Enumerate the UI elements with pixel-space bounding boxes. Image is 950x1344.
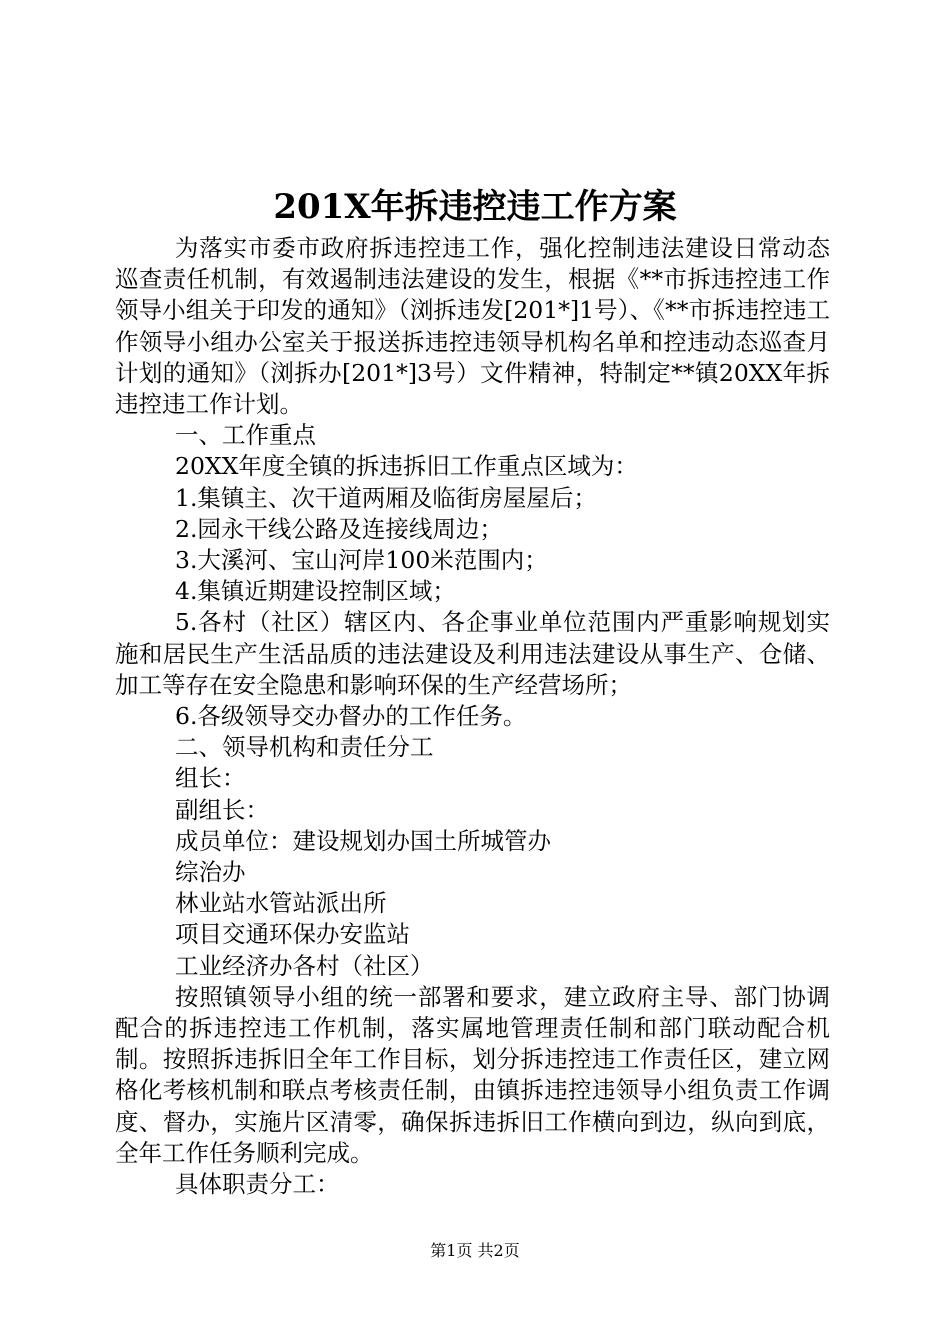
page-number-footer: 第1页 共2页 [430, 1241, 520, 1260]
duties-heading: 具体职责分工： [175, 1170, 340, 1199]
section-heading-leadership: 二、领导机构和责任分工 [175, 733, 434, 762]
list-item: 4.集镇近期建设控制区域； [175, 577, 456, 606]
document-title: 201X年拆违控违工作方案 [273, 187, 677, 227]
group-leader-line: 组长： [175, 764, 246, 793]
focus-area-intro: 20XX年度全镇的拆违拆旧工作重点区域为： [175, 452, 638, 481]
member-units-line: 综治办 [175, 858, 246, 887]
intro-paragraph: 为落实市委市政府拆违控违工作，强化控制违法建设日常动态巡查责任机制，有效遏制违法建设的发生，根据《**市拆违控违工作领导小组关于印发的通知》（浏拆违发[201*]1号）、《**市拆违控违工作领导小组办公室关于报送拆违控违领导机构名单和控违动态巡查月计划的通知》（浏拆办[201*]3号）文件精神，特制定**镇20XX年拆违控违工作计划。 [115, 234, 830, 419]
list-item: 1.集镇主、次干道两厢及临街房屋屋后； [175, 483, 597, 512]
list-item: 2.园永干线公路及连接线周边； [175, 514, 503, 543]
member-units-line: 林业站水管站派出所 [175, 889, 387, 918]
member-units-line: 工业经济办各村（社区） [175, 951, 434, 980]
member-units-line: 成员单位：建设规划办国土所城管办 [175, 826, 551, 855]
member-units-line: 项目交通环保办安监站 [175, 920, 410, 949]
document-body [115, 233, 830, 1200]
mechanism-paragraph: 按照镇领导小组的统一部署和要求，建立政府主导、部门协调配合的拆违控违工作机制，落实属地管理责任制和部门联动配合机制。按照拆违拆旧全年工作目标，划分拆违控违工作责任区，建立网格化考核机制和联点考核责任制，由镇拆违控违领导小组负责工作调度、督办，实施片区清零，确保拆违拆旧工作横向到边，纵向到底，全年工作任务顺利完成。 [115, 982, 830, 1167]
deputy-leader-line: 副组长： [175, 795, 269, 824]
list-item: 3.大溪河、宝山河岸100米范围内； [175, 546, 548, 575]
list-item: 6.各级领导交办督办的工作任务。 [175, 702, 527, 731]
list-item: 5.各村（社区）辖区内、各企事业单位范围内严重影响规划实施和居民生产生活品质的违法建设及利用违法建设从事生产、仓储、加工等存在安全隐患和影响环保的生产经营场所； [115, 608, 830, 699]
section-heading-work-focus: 一、工作重点 [175, 421, 316, 450]
